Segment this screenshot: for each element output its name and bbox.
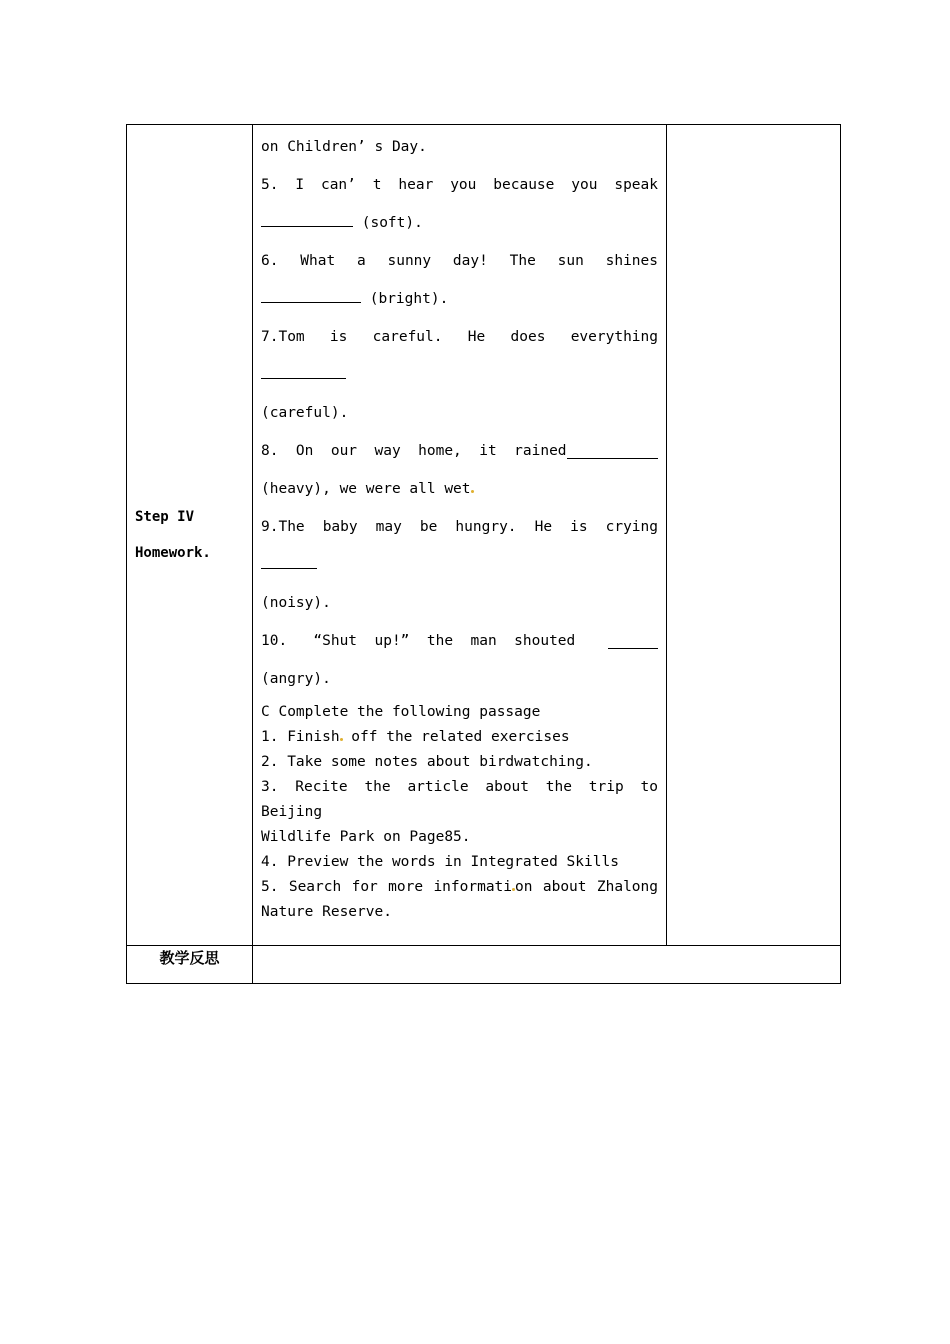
answer-blank [261,554,317,569]
homework-item-1: 1. Finish off the related exercises [261,729,570,745]
answer-blank [567,444,658,459]
mark-dot [471,490,474,493]
homework-item-5-line-2: Nature Reserve. [261,904,392,920]
homework-item-3-line-2: Wildlife Park on Page85. [261,829,471,845]
step-label: Step IV [135,509,195,525]
exercise-6-line-1: 6. What a sunny day! The sun shines [261,253,658,269]
homework-item-3-line-1: 3. Recite the article about the trip to Beijing [261,779,658,820]
homework-item-5-line-1: 5. Search for more informati on about Zhalong [261,879,658,895]
step-sub-label: Homework. [135,545,211,561]
answer-blank [261,364,346,379]
exercise-line: on Children’ s Day. [261,139,427,155]
answer-blank [608,634,658,649]
exercise-9-line-2: (noisy). [261,595,331,611]
exercise-7-line-2: (careful). [261,405,349,421]
answer-blank [261,288,361,303]
exercise-8-line-1: 8. On our way home, it rained [261,432,658,470]
step-cell [127,125,253,946]
exercise-9-line-1: 9.The baby may be hungry. He is crying [261,508,658,584]
homework-item-4: 4. Preview the words in Integrated Skills [261,854,619,870]
reflection-label: 教学反思 [127,946,253,984]
notes-cell [667,125,841,946]
homework-row [127,125,841,946]
exercise-10-line-1: 10. “Shut up!” the man shouted [261,622,658,660]
exercise-7-line-1: 7.Tom is careful. He does everything [261,318,658,394]
lesson-table [126,124,841,984]
homework-passage [261,700,658,925]
homework-item-2: 2. Take some notes about birdwatching. [261,754,593,770]
exercise-cell [253,125,667,946]
exercise-5-line-1: 5. I can’ t hear you because you speak [261,177,658,193]
exercise-10-line-2: (angry). [261,671,331,687]
passage-title: C Complete the following passage [261,704,541,720]
exercise-6-line-2: (bright). [261,280,658,318]
exercise-8-line-2: (heavy), we were all wet [261,470,658,508]
reflection-row [127,946,841,984]
reflection-cell [253,946,841,984]
exercise-5-line-2: (soft). [261,204,658,242]
answer-blank [261,212,353,227]
